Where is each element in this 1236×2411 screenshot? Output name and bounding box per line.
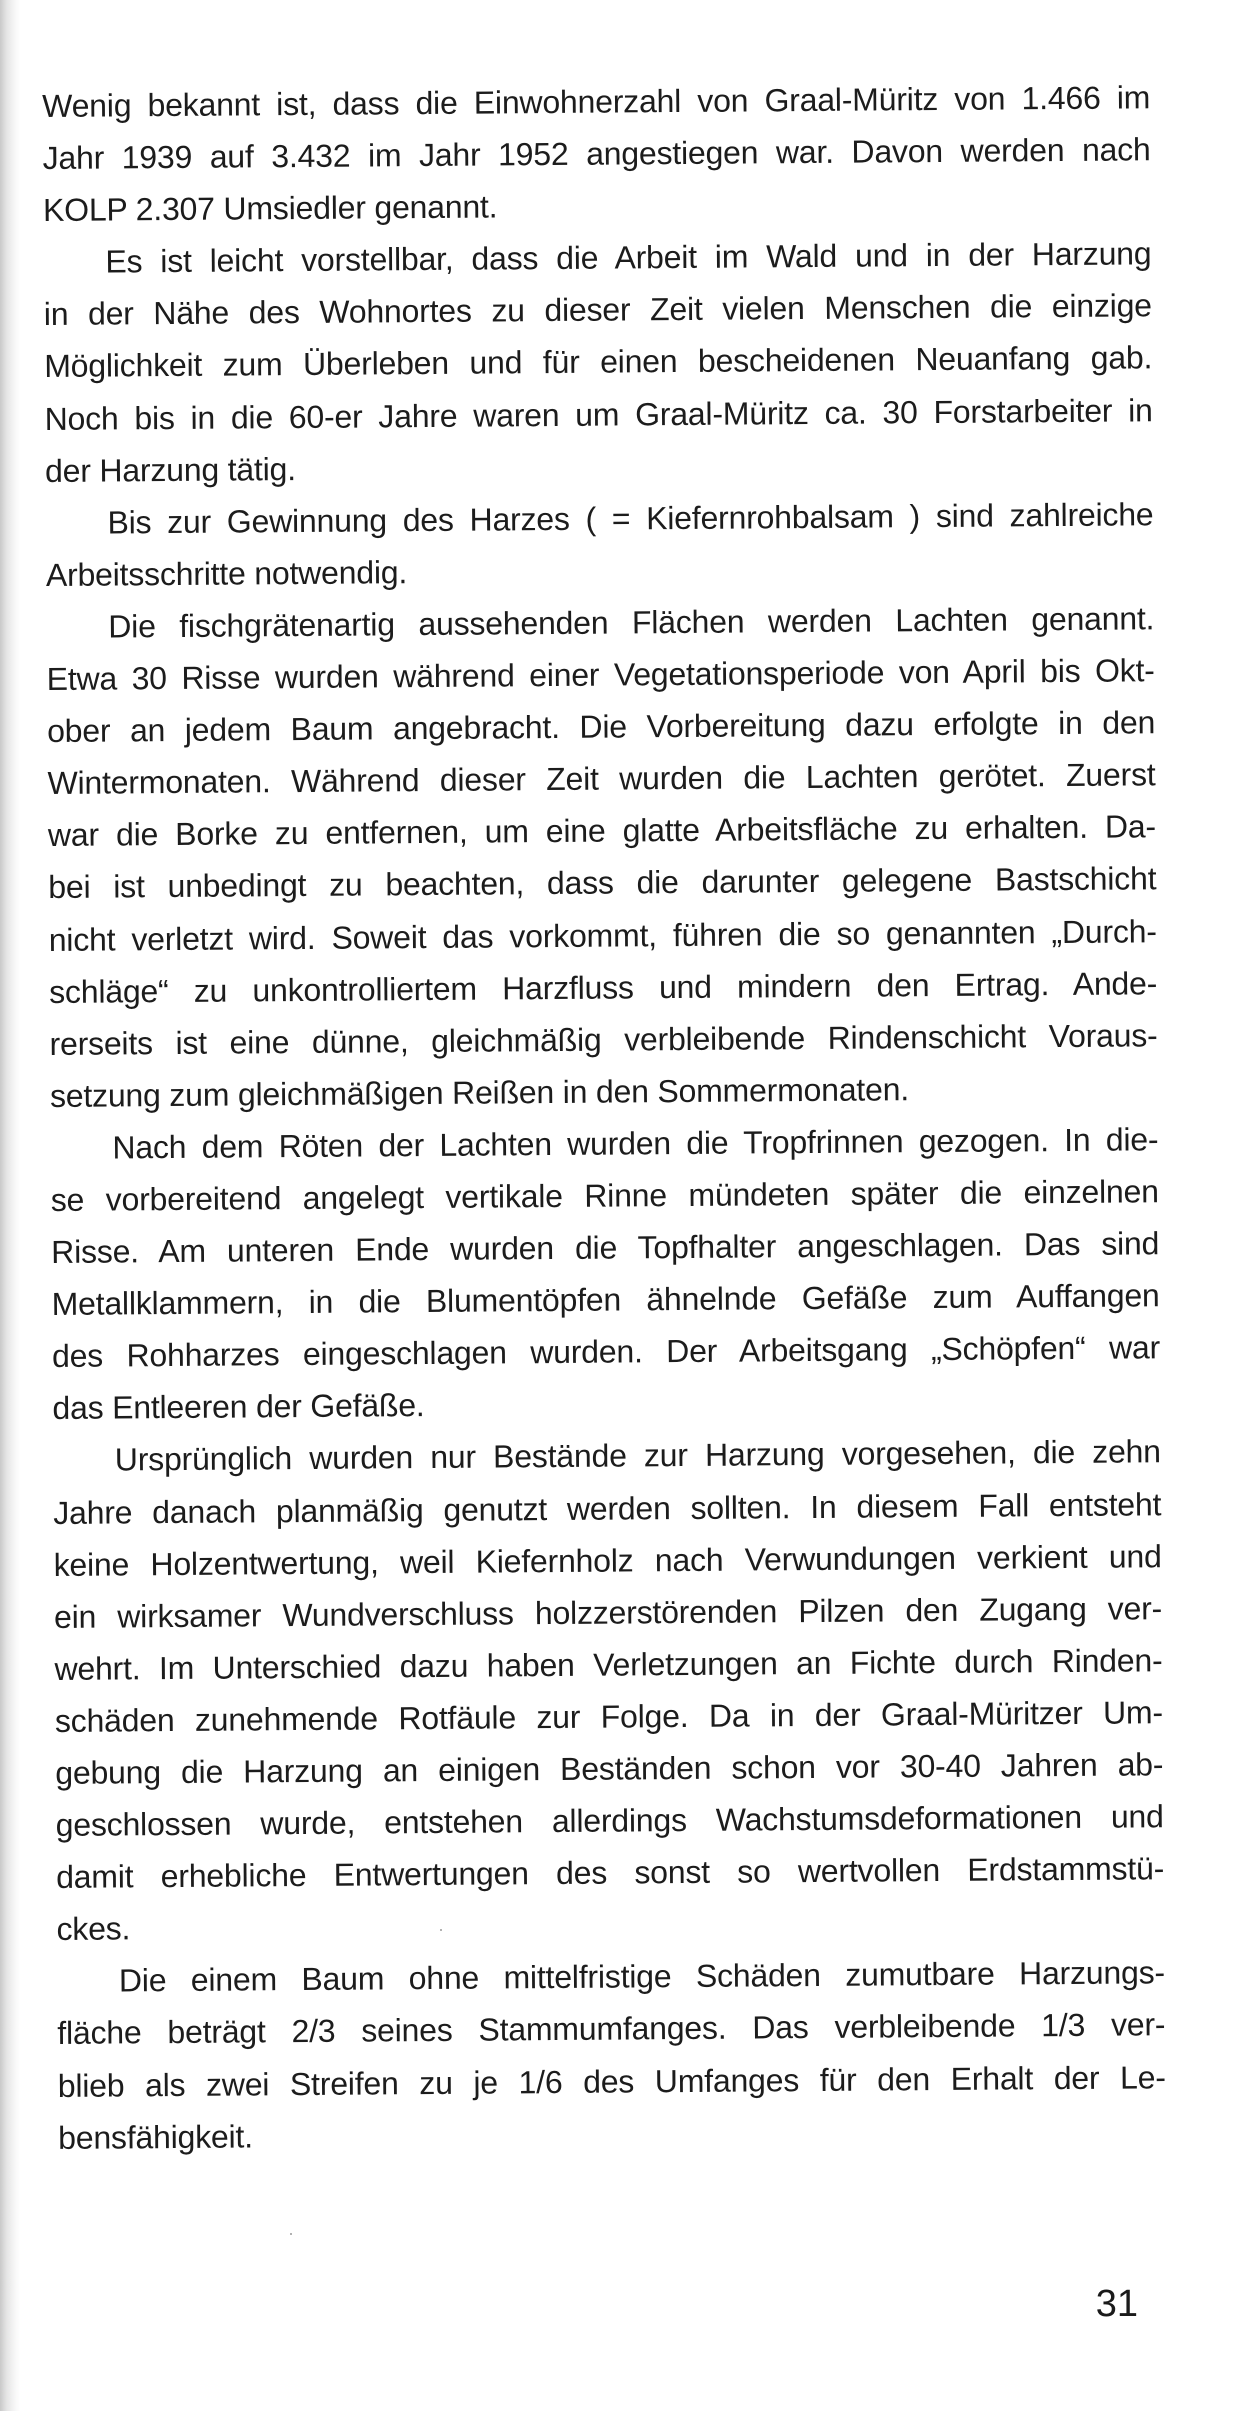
text-line: das Entleeren der Gefäße. <box>52 1387 425 1427</box>
text-line: setzung zum gleichmäßigen Reißen in den Sommermonaten. <box>49 1071 910 1114</box>
text-line: Metallklammern, in die Blumentöpfen ähnelnde Gefäße zum Auffangen <box>51 1277 1160 1323</box>
text-line: Etwa 30 Risse wurden während einer Vegetationsperiode von April bis Okt- <box>46 652 1155 698</box>
text-line: Risse. Am unteren Ende wurden die Topfhalter angeschlagen. Das sind <box>51 1225 1160 1271</box>
text-line: Wenig bekannt ist, dass die Einwohnerzahl von Graal-Müritz von 1.466 im <box>42 79 1151 124</box>
text-line: wehrt. Im Unterschied dazu haben Verletzungen an Fichte durch Rinden- <box>54 1642 1163 1687</box>
scan-speck <box>290 2233 292 2235</box>
text-line: schäden zunehmende Rotfäule zur Folge. Da in der Graal-Müritzer Um- <box>54 1694 1163 1739</box>
text-line: se vorbereitend angelegt vertikale Rinne mündeten später die einzelnen <box>50 1173 1159 1218</box>
text-line: ckes. <box>56 1910 131 1948</box>
text-line: geschlossen wurde, entstehen allerdings Wachstumsdeformationen und <box>55 1798 1164 1844</box>
body-text <box>42 71 1166 2163</box>
text-line: ein wirksamer Wundverschluss holzzerstörenden Pilzen den Zugang ver- <box>53 1589 1163 1635</box>
text-line: fläche beträgt 2/3 seines Stammumfanges. Das verbleibende 1/3 ver- <box>57 2006 1166 2052</box>
page-number: 31 <box>1095 2283 1138 2325</box>
text-line: nicht verletzt wird. Soweit das vorkommt, führen die so genannten „Durch- <box>48 912 1157 958</box>
text-line: Die fischgrätenartig aussehenden Flächen werden Lachten genannt. <box>108 600 1155 645</box>
text-line: Bis zur Gewinnung des Harzes ( = Kiefernrohbalsam ) sind zahlreiche <box>107 496 1154 541</box>
text-line: Arbeitsschritte notwendig. <box>45 553 408 593</box>
text-line: der Harzung tätig. <box>44 450 296 489</box>
text-line: Die einem Baum ohne mittelfristige Schäden zumutbare Harzungs- <box>118 1954 1166 1999</box>
text-line: war die Borke zu entfernen, um eine glatte Arbeitsfläche zu erhalten. Da- <box>47 808 1157 854</box>
text-line: gebung die Harzung an einigen Beständen schon vor 30-40 Jahren ab- <box>55 1746 1164 1791</box>
text-line: in der Nähe des Wohnortes zu dieser Zeit vielen Menschen die einzige <box>43 287 1152 333</box>
text-line: bei ist unbedingt zu beachten, dass die darunter gelegene Bastschicht <box>48 860 1157 906</box>
text-line: Jahre danach planmäßig genutzt werden sollten. In diesem Fall entsteht <box>53 1485 1162 1531</box>
text-line: blieb als zwei Streifen zu je 1/6 des Umfanges für den Erhalt der Le- <box>57 2058 1166 2104</box>
text-line: des Rohharzes eingeschlagen wurden. Der Arbeitsgang „Schöpfen“ war <box>51 1329 1161 1375</box>
text-line: Jahr 1939 auf 3.432 im Jahr 1952 angestiegen war. Davon werden nach <box>42 131 1151 177</box>
scan-speck <box>440 1929 442 1931</box>
text-line: schläge“ zu unkontrolliertem Harzfluss und mindern den Ertrag. Ande- <box>49 964 1158 1010</box>
page-binding-shadow <box>0 0 20 2411</box>
text-line: Es ist leicht vorstellbar, dass die Arbeit im Wald und in der Harzung <box>105 235 1152 280</box>
text-line: Nach dem Röten der Lachten wurden die Tropfrinnen gezogen. In die- <box>112 1121 1159 1166</box>
text-line: Ursprünglich wurden nur Bestände zur Harzung vorgesehen, die zehn <box>114 1433 1161 1478</box>
text-line: rerseits ist eine dünne, gleichmäßig verbleibende Rindenschicht Voraus- <box>49 1016 1158 1062</box>
text-line: KOLP 2.307 Umsiedler genannt. <box>42 188 498 229</box>
text-line: damit erhebliche Entwertungen des sonst so wertvollen Erdstammstü- <box>55 1850 1165 1896</box>
text-line: ober an jedem Baum angebracht. Die Vorbereitung dazu erfolgte in den <box>46 704 1156 750</box>
text-line: Möglichkeit zum Überleben und für einen bescheidenen Neuanfang gab. <box>44 339 1153 385</box>
text-line: Wintermonaten. Während dieser Zeit wurden die Lachten gerötet. Zuerst <box>47 756 1156 802</box>
text-line: keine Holzentwertung, weil Kiefernholz nach Verwundungen verkient und <box>53 1537 1162 1583</box>
text-line: Noch bis in die 60-er Jahre waren um Graal-Müritz ca. 30 Forstarbeiter in <box>44 391 1153 437</box>
text-line: bensfähigkeit. <box>58 2118 253 2156</box>
